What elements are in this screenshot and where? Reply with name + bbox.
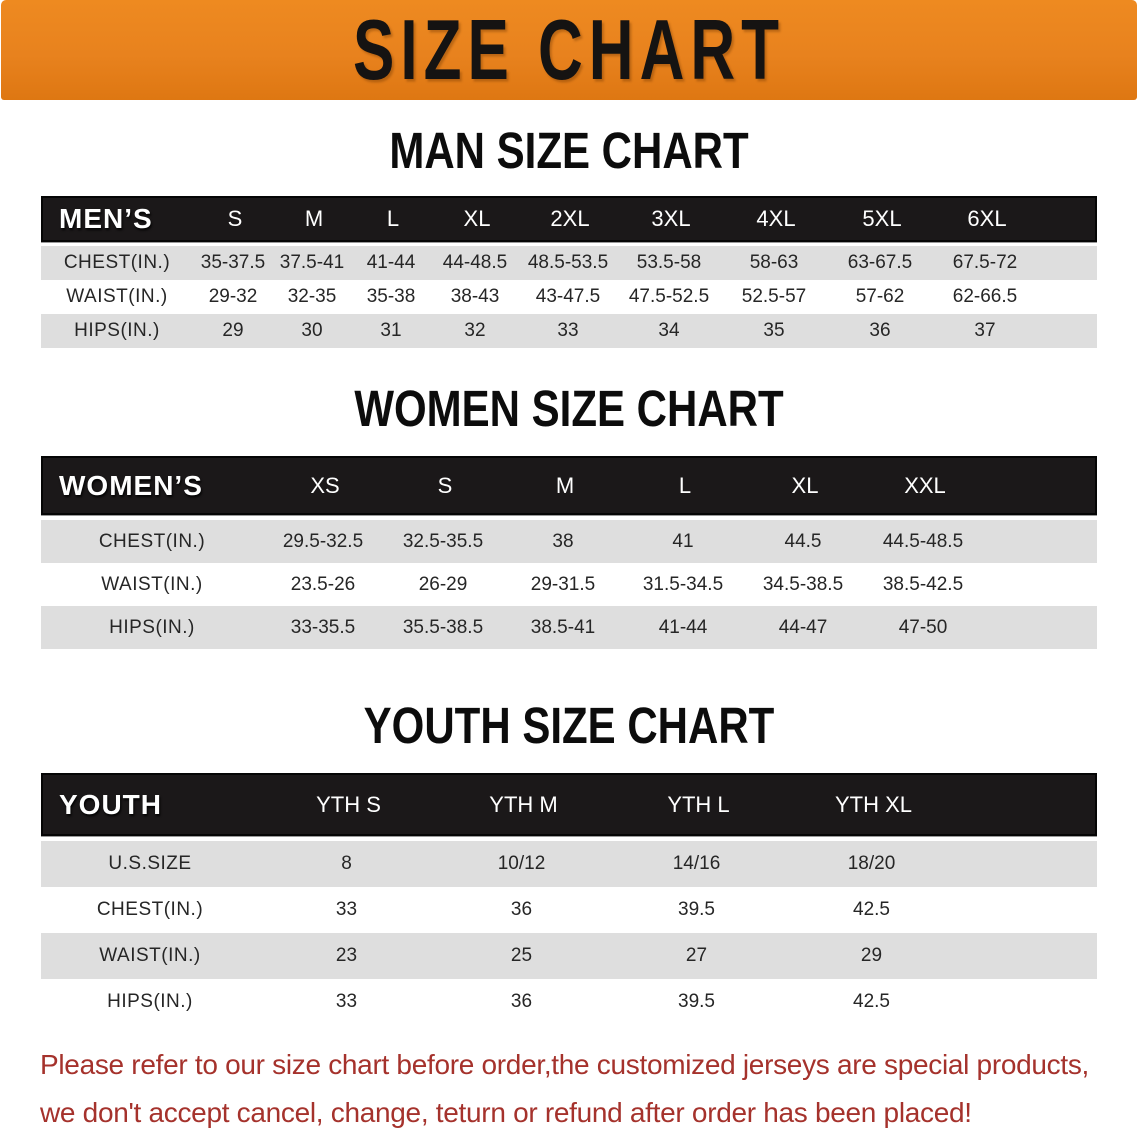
measure-row-label: CHEST(IN.) (98, 530, 206, 552)
size-value-cell: 35-38 (366, 286, 416, 307)
size-value-cell: 8 (341, 853, 352, 874)
size-column-header: YTH XL (834, 791, 913, 817)
measure-row-label: WAIST(IN.) (101, 573, 203, 595)
measure-row-label: CHEST(IN.) (63, 252, 171, 273)
size-value-cell: 29-32 (208, 286, 258, 307)
size-value-cell: 48.5-53.5 (527, 252, 609, 273)
size-value-cell: 42.5 (853, 899, 890, 920)
table-row (41, 887, 1097, 933)
size-value-cell: 62-66.5 (952, 286, 1018, 307)
table-row (41, 979, 1097, 1025)
size-value-cell: 27 (685, 945, 708, 966)
size-value-cell: 47-50 (898, 616, 948, 638)
table-row (41, 520, 1097, 563)
table-header-row (41, 456, 1097, 515)
table-header-row (41, 773, 1097, 836)
size-value-cell: 41-44 (658, 616, 708, 638)
youth-size-table (41, 773, 1097, 1025)
measure-row-label: WAIST(IN.) (66, 286, 168, 307)
size-value-cell: 53.5-58 (636, 252, 702, 273)
measure-row-label: HIPS(IN.) (74, 320, 160, 341)
size-value-cell: 38.5-42.5 (882, 573, 964, 595)
table-row (41, 314, 1097, 348)
size-value-cell: 32-35 (287, 286, 337, 307)
size-value-cell: 36 (510, 899, 533, 920)
size-value-cell: 44-47 (778, 616, 828, 638)
measure-row-label: CHEST(IN.) (96, 899, 204, 920)
women-size-table (41, 456, 1097, 649)
size-value-cell: 33 (557, 320, 579, 341)
table-corner-label: MEN’S (59, 203, 153, 234)
size-value-cell: 44.5 (784, 530, 822, 552)
size-value-cell: 29 (222, 320, 244, 341)
size-value-cell: 58-63 (749, 252, 799, 273)
size-column-header: M (304, 206, 324, 231)
size-value-cell: 31.5-34.5 (642, 573, 724, 595)
size-value-cell: 29 (860, 945, 883, 966)
table-header-row (41, 196, 1097, 242)
size-column-header: YTH M (489, 791, 558, 817)
size-value-cell: 32 (464, 320, 486, 341)
size-value-cell: 52.5-57 (741, 286, 807, 307)
table-corner-label: YOUTH (59, 788, 162, 820)
size-value-cell: 23 (335, 945, 358, 966)
size-column-header: XXL (904, 472, 946, 498)
size-column-header: YTH L (667, 791, 730, 817)
table-corner-label: WOMEN’S (59, 469, 203, 501)
size-value-cell: 44.5-48.5 (882, 530, 964, 552)
measure-row-label: U.S.SIZE (108, 853, 192, 874)
size-value-cell: 25 (510, 945, 533, 966)
table-body (41, 520, 1097, 649)
table-row (41, 933, 1097, 979)
disclaimer-note (40, 1041, 1138, 1132)
size-value-cell: 26-29 (418, 573, 468, 595)
size-value-cell: 29-31.5 (530, 573, 596, 595)
size-value-cell: 33 (335, 991, 358, 1012)
size-value-cell: 29.5-32.5 (282, 530, 364, 552)
size-value-cell: 14/16 (672, 853, 721, 874)
disclaimer-line-2: we don't accept cancel, change, teturn or refund after order has been placed! (40, 1097, 972, 1129)
size-value-cell: 38-43 (450, 286, 500, 307)
table-body (41, 841, 1097, 1025)
banner-title: SIZE CHART (353, 2, 785, 98)
size-value-cell: 10/12 (497, 853, 546, 874)
table-row (41, 841, 1097, 887)
table-row (41, 563, 1097, 606)
table-row (41, 280, 1097, 314)
size-value-cell: 41 (672, 530, 694, 552)
man-size-chart-heading: MAN SIZE CHART (389, 121, 749, 180)
size-value-cell: 44-48.5 (442, 252, 508, 273)
size-column-header: L (678, 472, 692, 498)
size-value-cell: 33-35.5 (290, 616, 356, 638)
size-value-cell: 37 (974, 320, 996, 341)
size-value-cell: 36 (510, 991, 533, 1012)
size-chart-banner (1, 0, 1137, 100)
size-value-cell: 35-37.5 (200, 252, 266, 273)
size-value-cell: 43-47.5 (535, 286, 601, 307)
size-column-header: XL (791, 472, 819, 498)
size-value-cell: 35 (763, 320, 785, 341)
size-value-cell: 35.5-38.5 (402, 616, 484, 638)
size-value-cell: 39.5 (678, 991, 715, 1012)
size-column-header: XS (310, 472, 340, 498)
men-size-table (41, 196, 1097, 348)
size-value-cell: 63-67.5 (847, 252, 913, 273)
size-value-cell: 34 (658, 320, 680, 341)
size-value-cell: 38.5-41 (530, 616, 596, 638)
size-column-header: L (386, 206, 400, 231)
size-value-cell: 39.5 (678, 899, 715, 920)
size-value-cell: 67.5-72 (952, 252, 1018, 273)
size-value-cell: 30 (301, 320, 323, 341)
size-value-cell: 47.5-52.5 (628, 286, 710, 307)
table-row (41, 606, 1097, 649)
size-column-header: S (227, 206, 243, 231)
size-column-header: 5XL (862, 206, 902, 231)
size-column-header: 3XL (651, 206, 691, 231)
table-body (41, 246, 1097, 348)
size-column-header: 2XL (550, 206, 590, 231)
size-value-cell: 18/20 (847, 853, 896, 874)
measure-row-label: WAIST(IN.) (99, 945, 201, 966)
size-value-cell: 42.5 (853, 991, 890, 1012)
size-column-header: S (437, 472, 453, 498)
size-value-cell: 41-44 (366, 252, 416, 273)
size-column-header: XL (463, 206, 491, 231)
disclaimer-line-1: Please refer to our size chart before order,the customized jerseys are special products, (40, 1049, 1090, 1080)
women-size-chart-heading: WOMEN SIZE CHART (354, 379, 784, 438)
size-column-header: M (555, 472, 575, 498)
size-value-cell: 33 (335, 899, 358, 920)
size-column-header: 6XL (967, 206, 1007, 231)
measure-row-label: HIPS(IN.) (109, 616, 195, 638)
size-column-header: YTH S (316, 791, 381, 817)
youth-size-chart-heading: YOUTH SIZE CHART (363, 696, 775, 755)
size-column-header: 4XL (756, 206, 796, 231)
size-value-cell: 57-62 (855, 286, 905, 307)
size-value-cell: 31 (380, 320, 402, 341)
table-row (41, 246, 1097, 280)
size-value-cell: 32.5-35.5 (402, 530, 484, 552)
size-value-cell: 38 (552, 530, 574, 552)
size-value-cell: 23.5-26 (290, 573, 356, 595)
size-value-cell: 36 (869, 320, 891, 341)
size-value-cell: 37.5-41 (279, 252, 345, 273)
measure-row-label: HIPS(IN.) (107, 991, 193, 1012)
size-value-cell: 34.5-38.5 (762, 573, 844, 595)
